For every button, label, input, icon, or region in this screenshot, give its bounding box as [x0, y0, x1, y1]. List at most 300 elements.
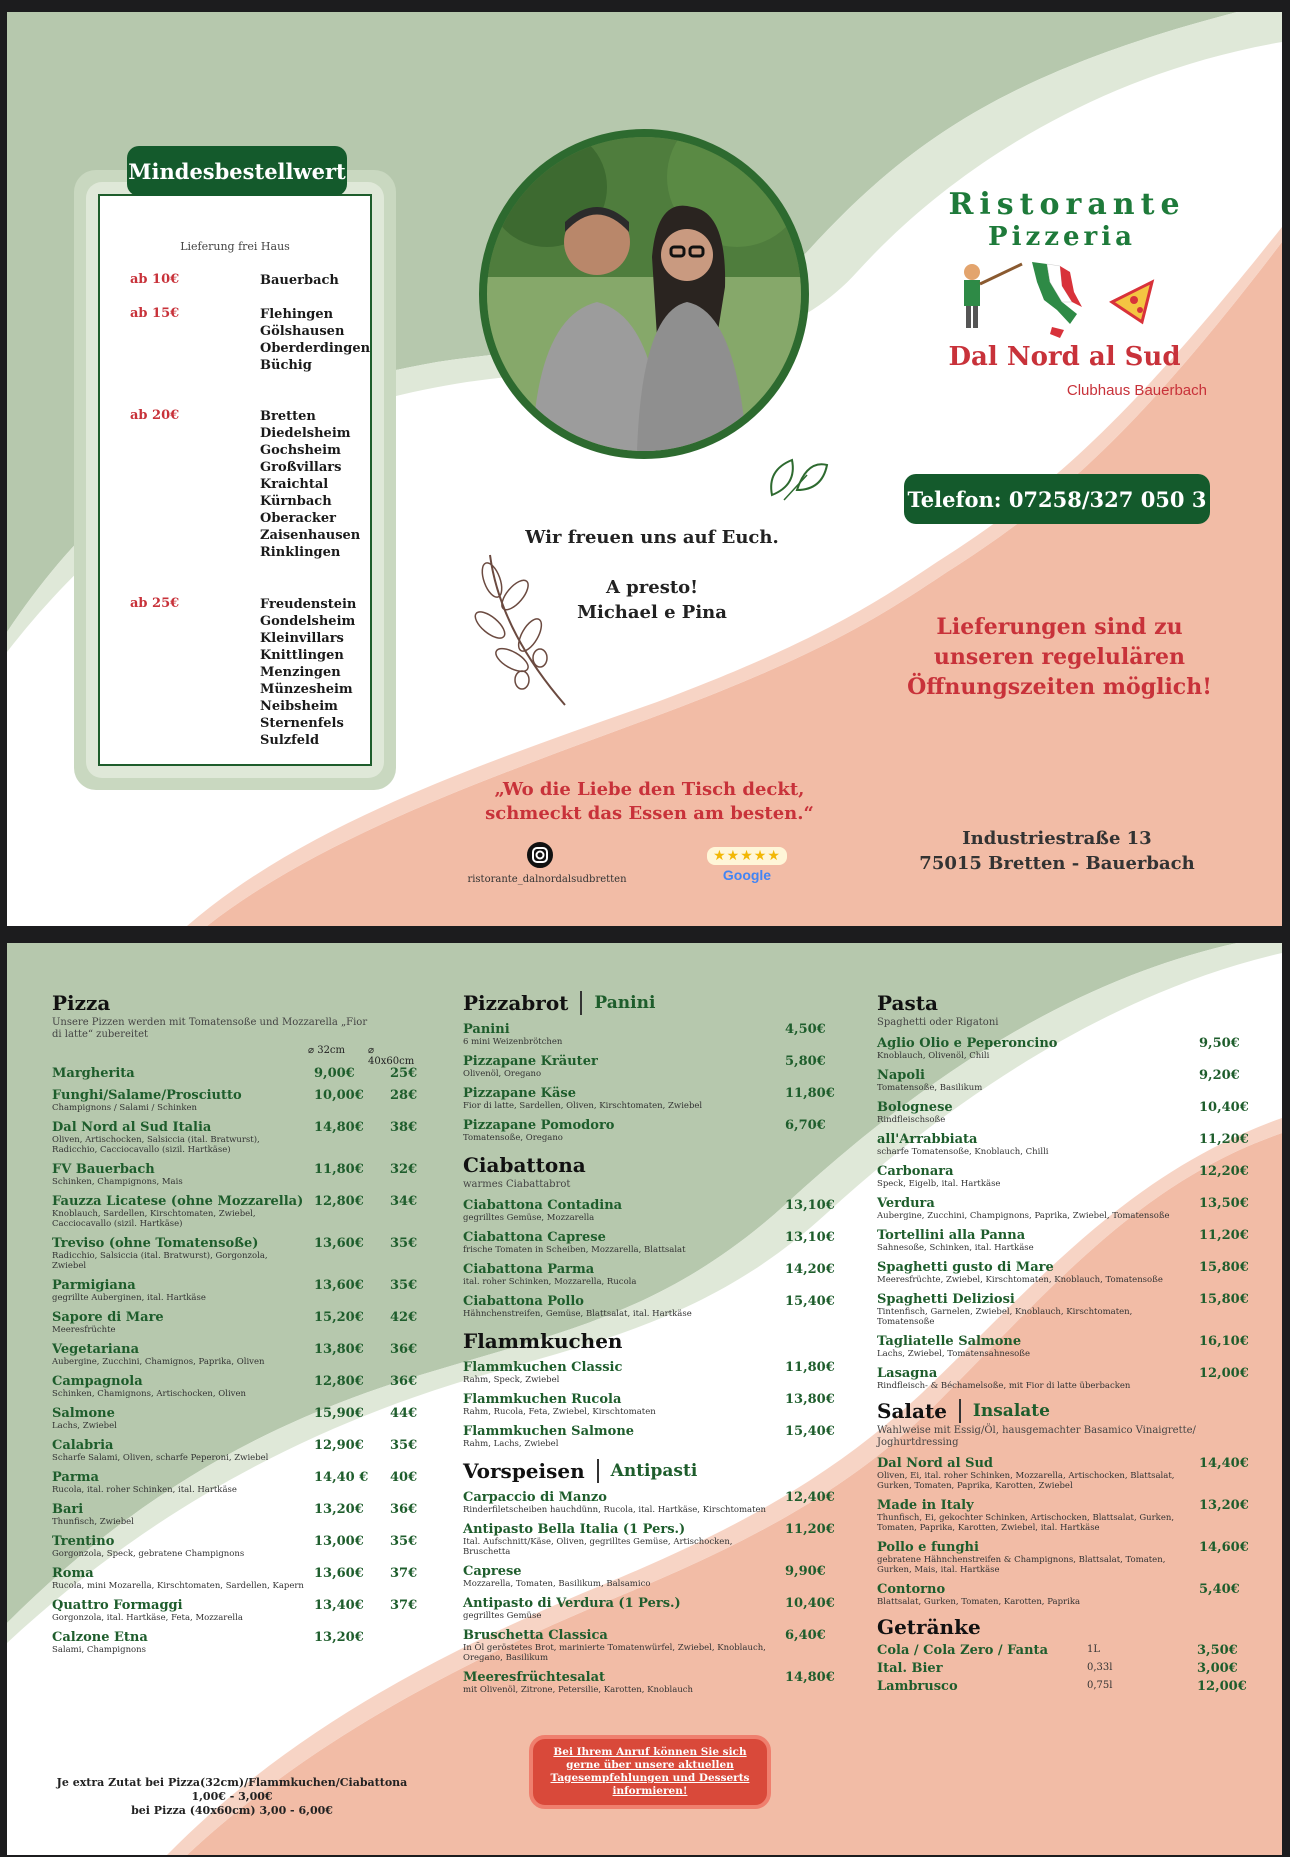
logo-ristorante: Ristorante [948, 187, 1186, 222]
menu-item [52, 1598, 418, 1623]
menu-item-price: 13,20€ [314, 1630, 364, 1645]
menu-item-price: 13,20€ [1199, 1498, 1249, 1513]
menu-item-desc: Champignons / Salami / Schinken [52, 1103, 198, 1113]
menu-item-name: Made in Italy [877, 1498, 974, 1513]
menu-item-name: Flammkuchen Salmone [463, 1424, 635, 1439]
menu-item [877, 1068, 1247, 1093]
menu-item-name: Napoli [877, 1068, 925, 1083]
menu-item-price: 4,50€ [785, 1022, 826, 1037]
menu-item-price: 6,70€ [785, 1118, 826, 1133]
menu-item-name: Treviso (ohne Tomatensoße) [52, 1236, 259, 1251]
address-street: Industriestraße 13 [962, 828, 1152, 849]
pizza-size-header [52, 1045, 415, 1067]
menu-item-price: 14,80€ [314, 1120, 364, 1135]
pizza-title-text: Pizza [52, 991, 111, 1015]
menu-item-price: 13,60€ [314, 1236, 364, 1251]
menu-item-desc: Rindfleischsoße [877, 1115, 946, 1125]
menu-item [877, 1228, 1247, 1253]
flyer-front-page [7, 12, 1282, 926]
drink-name: Ital. Bier [877, 1661, 943, 1676]
menu-item-desc: Aubergine, Zucchini, Chamignos, Paprika, Oliven [52, 1357, 265, 1367]
town: Kürnbach [260, 494, 332, 509]
pizza-list [52, 1066, 418, 1655]
menu-item-name: Sapore di Mare [52, 1310, 164, 1325]
town: Zaisenhausen [260, 528, 361, 543]
menu-item-desc: Thunfisch, Zwiebel [52, 1517, 134, 1527]
menu-item-desc: Rindfleisch- & Béchamelsoße, mit Fior di latte überbacken [877, 1381, 1131, 1391]
menu-item-name: FV Bauerbach [52, 1162, 155, 1177]
town: Kraichtal [260, 477, 329, 492]
menu-item-price: 13,10€ [785, 1230, 835, 1245]
menu-item-name: Campagnola [52, 1374, 143, 1389]
menu-item-price-large: 36€ [390, 1374, 418, 1389]
menu-item-desc: Mozzarella, Tomaten, Basilikum, Balsamico [463, 1579, 651, 1589]
town: Kleinvillars [260, 631, 344, 646]
menu-item [877, 1334, 1247, 1359]
menu-item [877, 1100, 1247, 1125]
town: Büchig [260, 358, 312, 373]
menu-item-price: 15,40€ [785, 1424, 835, 1439]
logo-name: Dal Nord al Sud [948, 342, 1181, 372]
menu-item-price: 14,40 € [314, 1470, 369, 1485]
zone-towns [260, 306, 410, 374]
menu-item [463, 1360, 835, 1385]
zone-towns [260, 596, 410, 749]
pasta-desc: Spaghetti oder Rigatoni [877, 1017, 999, 1028]
drink-volume: 0,75l [1087, 1680, 1113, 1691]
menu-item-price: 15,20€ [314, 1310, 364, 1325]
menu-item-name: Bari [52, 1502, 84, 1517]
menu-item-name: Fauzza Licatese (ohne Mozzarella) [52, 1194, 304, 1209]
menu-item-desc: Tomatensoße, Basilikum [877, 1083, 983, 1093]
menu-item-desc: Radicchio, Salsiccia (ital. Bratwurst), Gorgonzola, Zwiebel [52, 1251, 268, 1271]
menu-item-name: Parma [52, 1470, 99, 1485]
menu-item [463, 1054, 826, 1079]
menu-item-name: Carbonara [877, 1164, 954, 1179]
menu-item [463, 1086, 835, 1111]
menu-item-price-large: 35€ [390, 1534, 418, 1549]
menu-item-price: 13,50€ [1199, 1196, 1249, 1211]
menu-item-price: 11,20€ [1199, 1228, 1249, 1243]
menu-item [52, 1120, 418, 1155]
town: Rinklingen [260, 545, 341, 560]
menu-item-price-large: 35€ [390, 1438, 418, 1453]
menu-item-price: 16,10€ [1199, 1334, 1249, 1349]
menu-item-price: 5,80€ [785, 1054, 826, 1069]
menu-item [877, 1456, 1247, 1491]
menu-item-price: 6,40€ [785, 1628, 826, 1643]
zone-price: ab 10€ [130, 272, 180, 287]
instagram-handle[interactable]: ristorante_dalnordalsudbretten [467, 874, 627, 885]
menu-item-desc: Hähnchenstreifen, Gemüse, Blattsalat, ital. Hartkäse [463, 1309, 692, 1319]
menu-item-name: Ciabattona Caprese [463, 1230, 606, 1245]
menu-item [463, 1294, 835, 1319]
drink-price: 3,00€ [1197, 1661, 1238, 1676]
salate-title-text: Salate [877, 1399, 947, 1423]
google-label-text: Google [722, 867, 772, 883]
menu-item-desc: Blattsalat, Gurken, Tomaten, Karotten, Paprika [877, 1597, 1081, 1607]
owners-photo [479, 129, 809, 459]
drink-volume: 0,33l [1087, 1662, 1113, 1673]
menu-page [7, 943, 1282, 1855]
menu-item-name: Bruschetta Classica [463, 1628, 608, 1643]
menu-item [877, 1036, 1247, 1061]
menu-item-price: 12,80€ [314, 1194, 364, 1209]
menu-item-name: all'Arrabbiata [877, 1132, 978, 1147]
extra-note-line1: Je extra Zutat bei Pizza(32cm)/Flammkuchen/Ciabattona 1,00€ - 3,00€ [56, 1776, 408, 1803]
menu-item-price: 9,20€ [1199, 1068, 1240, 1083]
menu-item [877, 1540, 1247, 1575]
menu-item [463, 1262, 835, 1287]
menu-item-desc: Rahm, Lachs, Zwiebel [463, 1439, 559, 1449]
menu-item-price-large: 25€ [390, 1066, 418, 1081]
ciabattona-title [463, 1153, 823, 1177]
menu-item [877, 1164, 1247, 1189]
menu-item-price-large: 35€ [390, 1278, 418, 1293]
menu-item-desc: gegrillte Auberginen, ital. Hartkäse [52, 1293, 206, 1303]
menu-item-desc: Tomatensoße, Oregano [463, 1133, 563, 1143]
salate-subtitle: Insalate [959, 1399, 1050, 1423]
town: Gölshausen [260, 324, 345, 339]
town: Bauerbach [260, 273, 339, 288]
menu-item-name: Calabria [52, 1438, 114, 1453]
menu-item [52, 1088, 418, 1113]
menu-item [52, 1438, 418, 1463]
menu-item-price: 15,80€ [1199, 1260, 1249, 1275]
menu-item-desc: Lachs, Zwiebel, Tomatensahnesoße [877, 1349, 1031, 1359]
menu-item-desc: Schinken, Champignons, Mais [52, 1177, 183, 1187]
phone-number[interactable]: Telefon: 07258/327 050 3 [904, 474, 1210, 524]
menu-item-desc: Rahm, Rucola, Feta, Zwiebel, Kirschtomaten [463, 1407, 656, 1417]
menu-item-desc: Rahm, Speck, Zwiebel [463, 1375, 560, 1385]
drink-name: Lambrusco [877, 1679, 958, 1694]
google-label [707, 867, 787, 883]
menu-item-name: Flammkuchen Rucola [463, 1392, 622, 1407]
menu-item [463, 1424, 835, 1449]
menu-item [52, 1630, 412, 1655]
menu-item-desc: Schinken, Chamignons, Artischocken, Oliven [52, 1389, 246, 1399]
menu-item-desc: Fior di latte, Sardellen, Oliven, Kirschtomaten, Zwiebel [463, 1101, 703, 1111]
logo-italy-map-icon [952, 252, 1172, 342]
menu-item-price: 13,20€ [314, 1502, 364, 1517]
drink-item [877, 1661, 1247, 1679]
menu-item-price: 10,40€ [1199, 1100, 1249, 1115]
quote: „Wo die Liebe den Tisch deckt, schmeckt das Essen am besten.“ [485, 779, 814, 824]
menu-item-desc: Lachs, Zwiebel [52, 1421, 117, 1431]
menu-item-name: Verdura [877, 1196, 935, 1211]
menu-item-desc: Scharfe Salami, Oliven, scharfe Peperoni, Zwiebel [52, 1453, 269, 1463]
pizza-title [52, 991, 412, 1015]
menu-item-desc: Rucola, ital. roher Schinken, ital. Hartkäse [52, 1485, 237, 1495]
min-order-title: Mindesbestellwert [127, 146, 347, 196]
size-small: ⌀ 32cm [308, 1045, 346, 1056]
pizza-desc: Unsere Pizzen werden mit Tomatensoße und Mozzarella „Fior di latte“ zubereitet [52, 1017, 368, 1040]
menu-item [52, 1502, 418, 1527]
menu-item-name: Dal Nord al Sud [877, 1456, 993, 1471]
menu-item-name: Panini [463, 1022, 510, 1037]
salate-title [877, 1399, 1247, 1423]
zone-price: ab 25€ [130, 596, 180, 611]
menu-item-desc: frische Tomaten in Scheiben, Mozzarella, Blattsalat [463, 1245, 686, 1255]
getraenke-title-text: Getränke [877, 1615, 981, 1639]
drink-price: 3,50€ [1197, 1643, 1238, 1658]
town: Menzingen [260, 665, 341, 680]
vorspeisen-subtitle: Antipasti [597, 1459, 698, 1483]
menu-item [52, 1374, 418, 1399]
town: Großvillars [260, 460, 342, 475]
size-large: ⌀ 40x60cm [368, 1045, 415, 1067]
pizzabrot-title [463, 991, 823, 1015]
menu-item-desc: Oliven, Ei, ital. roher Schinken, Mozzarella, Artischocken, Blattsalat, Gurken, Tomaten, Paprika, Karotten, Zwiebel [877, 1471, 1175, 1491]
menu-item [463, 1392, 835, 1417]
town: Oberacker [260, 511, 337, 526]
menu-item-price: 13,10€ [785, 1198, 835, 1213]
menu-item-price: 15,80€ [1199, 1292, 1249, 1307]
pasta-title [877, 991, 1247, 1015]
menu-item [52, 1470, 418, 1495]
menu-item-desc: Speck, Eigelb, ital. Hartkäse [877, 1179, 1001, 1189]
menu-item-name: Quattro Formaggi [52, 1598, 183, 1613]
menu-item-price-large: 42€ [390, 1310, 418, 1325]
menu-item-desc: Salami, Champignons [52, 1645, 146, 1655]
menu-item-desc: Tintenfisch, Garnelen, Zwiebel, Knoblauch, Kirschtomaten, Tomatensoße [877, 1307, 1133, 1327]
town: Gochsheim [260, 443, 341, 458]
menu-item-name: Ciabattona Parma [463, 1262, 595, 1277]
menu-item-price-large: 37€ [390, 1598, 418, 1613]
menu-item-price: 14,60€ [1199, 1540, 1249, 1555]
town: Sternenfels [260, 716, 344, 731]
menu-item [463, 1118, 826, 1143]
pasta-list [877, 1036, 1247, 1391]
menu-item-price: 10,40€ [785, 1596, 835, 1611]
menu-item-price: 14,20€ [785, 1262, 835, 1277]
menu-item-name: Ciabattona Pollo [463, 1294, 584, 1309]
ciabattona-list [463, 1198, 835, 1319]
address [907, 826, 1207, 876]
pizzabrot-title-text: Pizzabrot [463, 991, 569, 1015]
menu-item [52, 1310, 418, 1335]
menu-item-name: Pizzapane Käse [463, 1086, 576, 1101]
menu-item-desc: Rinderfiletscheiben hauchdünn, Rucola, ital. Hartkäse, Kirschtomaten [463, 1505, 767, 1515]
menu-item-name: Carpaccio di Manzo [463, 1490, 607, 1505]
menu-item-price: 13,80€ [314, 1342, 364, 1357]
min-order-box [74, 170, 396, 790]
menu-item [52, 1342, 418, 1367]
menu-item-name: Caprese [463, 1564, 522, 1579]
menu-item-desc: Meeresfrüchte [52, 1325, 116, 1335]
menu-item-name: Flammkuchen Classic [463, 1360, 623, 1375]
town: Oberderdingen [260, 341, 371, 356]
menu-item-price: 12,90€ [314, 1438, 364, 1453]
drink-item [877, 1643, 1247, 1661]
vorspeisen-title-text: Vorspeisen [463, 1459, 585, 1483]
flammkuchen-title-text: Flammkuchen [463, 1329, 623, 1353]
menu-item-desc: Rucola, mini Mozarella, Kirschtomaten, Sardellen, Kapern [52, 1581, 304, 1591]
drink-price: 12,00€ [1197, 1679, 1247, 1694]
menu-item [52, 1534, 418, 1559]
menu-item-price: 12,80€ [314, 1374, 364, 1389]
extra-toppings-note [47, 1776, 417, 1818]
menu-item-name: Parmigiana [52, 1278, 136, 1293]
menu-item-price: 12,00€ [1199, 1366, 1249, 1381]
menu-item-price: 13,60€ [314, 1566, 364, 1581]
drink-item [877, 1679, 1247, 1697]
menu-item-desc: scharfe Tomatensoße, Knoblauch, Chilli [877, 1147, 1049, 1157]
menu-item [877, 1498, 1247, 1533]
menu-item-price: 9,90€ [785, 1564, 826, 1579]
menu-item-desc: Ital. Aufschnitt/Käse, Oliven, gegrilltes Gemüse, Artischocken, Bruschetta [463, 1537, 733, 1557]
menu-item [463, 1490, 835, 1515]
menu-item [877, 1582, 1247, 1607]
drink-volume: 1L [1087, 1644, 1101, 1655]
menu-item-desc: gegrilltes Gemüse, Mozzarella [463, 1213, 595, 1223]
menu-item-desc: mit Olivenöl, Zitrone, Petersilie, Karotten, Knoblauch [463, 1685, 694, 1695]
pizza-section [52, 991, 418, 1655]
salate-desc: Wahlweise mit Essig/Öl, hausgemachter Basamico Vinaigrette/ Joghurtdressing [877, 1425, 1196, 1448]
menu-item-price-large: 38€ [390, 1120, 418, 1135]
menu-item-name: Salmone [52, 1406, 115, 1421]
menu-item-price-large: 28€ [390, 1088, 418, 1103]
menu-item-desc: Thunfisch, Ei, gekochter Schinken, Artischocken, Blattsalat, Gurken, Tomaten, Paprika, Karotten, Zwiebel, ital. Hartkäse [877, 1513, 1175, 1533]
menu-item-name: Pizzapane Kräuter [463, 1054, 598, 1069]
menu-item [463, 1022, 826, 1047]
address-city: 75015 Bretten - Bauerbach [919, 853, 1195, 874]
menu-item-price: 12,40€ [785, 1490, 835, 1505]
menu-item-price-large: 40€ [390, 1470, 418, 1485]
menu-item-price: 13,60€ [314, 1278, 364, 1293]
menu-item-name: Contorno [877, 1582, 946, 1597]
menu-item [463, 1564, 826, 1589]
vorspeisen-list [463, 1490, 835, 1695]
menu-item-price-large: 32€ [390, 1162, 418, 1177]
drinks-list [877, 1643, 1247, 1697]
menu-item-price: 11,80€ [314, 1162, 364, 1177]
menu-item-desc: Oliven, Artischocken, Salsiccia (ital. Bratwurst), Radicchio, Cacciocavallo (sizil. Hartkäse) [52, 1135, 260, 1155]
basil-leaf-icon [762, 450, 832, 505]
menu-item [52, 1278, 418, 1303]
menu-item-name: Aglio Olio e Peperoncino [877, 1036, 1058, 1051]
menu-item-price-large: 36€ [390, 1342, 418, 1357]
ciabattona-title-text: Ciabattona [463, 1153, 586, 1177]
menu-item-desc: Meeresfrüchte, Zwiebel, Kirschtomaten, Knoblauch, Tomatensoße [877, 1275, 1163, 1285]
menu-item [463, 1230, 835, 1255]
menu-item-name: Vegetariana [52, 1342, 140, 1357]
delivery-note: Lieferungen sind zu unseren regelulären Öffnungszeiten möglich! [907, 614, 1212, 700]
menu-item-price: 9,50€ [1199, 1036, 1240, 1051]
flammkuchen-list [463, 1360, 835, 1449]
menu-item-price: 9,00€ [314, 1066, 355, 1081]
menu-item-price: 13,80€ [785, 1392, 835, 1407]
google-rating[interactable] [707, 847, 787, 883]
menu-item-price: 12,20€ [1199, 1164, 1249, 1179]
menu-item-price: 13,40€ [314, 1598, 364, 1613]
getraenke-title [877, 1615, 1247, 1639]
menu-item-name: Antipasto Bella Italia (1 Pers.) [463, 1522, 686, 1537]
logo-sub: Clubhaus Bauerbach [1066, 382, 1207, 399]
menu-item-desc: Gorgonzola, ital. Hartkäse, Feta, Mozzarella [52, 1613, 243, 1623]
pizzabrot-subtitle: Panini [580, 991, 655, 1015]
instagram-icon[interactable] [527, 842, 553, 868]
min-order-subtitle: Lieferung frei Haus [180, 240, 290, 253]
menu-item [877, 1196, 1247, 1221]
menu-item-name: Pizzapane Pomodoro [463, 1118, 615, 1133]
menu-item-name: Dal Nord al Sud Italia [52, 1120, 212, 1135]
menu-item [877, 1366, 1247, 1391]
town: Münzesheim [260, 682, 353, 697]
menu-item-desc: gebratene Hähnchenstreifen & Champignons, Blattsalat, Tomaten, Gurken, Mais, ital. Hartkäse [877, 1555, 1166, 1575]
zone-towns [260, 272, 410, 289]
menu-item-name: Trentino [52, 1534, 115, 1549]
middle-column [463, 991, 835, 1695]
menu-item-desc: Knoblauch, Olivenöl, Chili [877, 1051, 990, 1061]
star-rating-icon: ★★★★★ [707, 847, 787, 865]
drink-name: Cola / Cola Zero / Fanta [877, 1643, 1048, 1658]
town: Neibsheim [260, 699, 338, 714]
menu-item [877, 1132, 1247, 1157]
town: Diedelsheim [260, 426, 351, 441]
call-info-box[interactable]: Bei Ihrem Anruf können Sie sich gerne über unsere aktuellen Tagesempfehlungen und Desserts informieren! [529, 1735, 771, 1809]
town: Sulzfeld [260, 733, 320, 748]
menu-item-name: Bolognese [877, 1100, 953, 1115]
town: Gondelsheim [260, 614, 356, 629]
greeting-line3: Michael e Pina [577, 602, 727, 623]
menu-item-name: Calzone Etna [52, 1630, 148, 1645]
flammkuchen-title [463, 1329, 823, 1353]
menu-item-price: 11,20€ [785, 1522, 835, 1537]
menu-item-desc: gegrilltes Gemüse [463, 1611, 542, 1621]
menu-item-name: Meeresfrüchtesalat [463, 1670, 606, 1685]
menu-item-desc: ital. roher Schinken, Mozzarella, Rucola [463, 1277, 637, 1287]
pasta-title-text: Pasta [877, 991, 938, 1015]
town: Knittlingen [260, 648, 344, 663]
pizzabrot-list [463, 1022, 835, 1143]
menu-item [877, 1260, 1247, 1285]
menu-item [52, 1406, 418, 1431]
zone-towns [260, 408, 410, 561]
zone-price: ab 20€ [130, 408, 180, 423]
zone-price: ab 15€ [130, 306, 180, 321]
menu-item-desc: Knoblauch, Sardellen, Kirschtomaten, Zwiebel, Cacciocavallo (sizil. Hartkäse) [52, 1209, 256, 1229]
menu-item-price: 11,80€ [785, 1086, 835, 1101]
ciabattona-desc: warmes Ciabattabrot [463, 1179, 571, 1190]
menu-item-desc: Olivenöl, Oregano [463, 1069, 542, 1079]
menu-item-name: Ciabattona Contadina [463, 1198, 623, 1213]
menu-item [52, 1566, 418, 1591]
menu-item [877, 1292, 1247, 1327]
menu-item-price: 11,20€ [1199, 1132, 1249, 1147]
olive-branch-icon [470, 550, 580, 710]
menu-item-price: 11,80€ [785, 1360, 835, 1375]
menu-item-price: 13,00€ [314, 1534, 364, 1549]
menu-item [463, 1628, 826, 1663]
menu-item-price-large: 37€ [390, 1566, 418, 1581]
menu-item-name: Margherita [52, 1066, 135, 1081]
menu-item [52, 1066, 418, 1081]
menu-item [463, 1522, 835, 1557]
menu-item-price: 10,00€ [314, 1088, 364, 1103]
size-small-label: 32cm [317, 1045, 346, 1056]
right-column [877, 991, 1247, 1697]
town: Flehingen [260, 307, 334, 322]
menu-item-price-large: 36€ [390, 1502, 418, 1517]
menu-item-name: Tortellini alla Panna [877, 1228, 1026, 1243]
menu-item-desc: In Öl geröstetes Brot, marinierte Tomatenwürfel, Zwiebel, Knoblauch, Oregano, Basilikum [463, 1643, 766, 1663]
menu-item-name: Tagliatelle Salmone [877, 1334, 1022, 1349]
menu-item-price: 15,40€ [785, 1294, 835, 1309]
menu-item-name: Antipasto di Verdura (1 Pers.) [463, 1596, 681, 1611]
logo-pizzeria: Pizzeria [988, 222, 1136, 252]
menu-item-price-large: 34€ [390, 1194, 418, 1209]
